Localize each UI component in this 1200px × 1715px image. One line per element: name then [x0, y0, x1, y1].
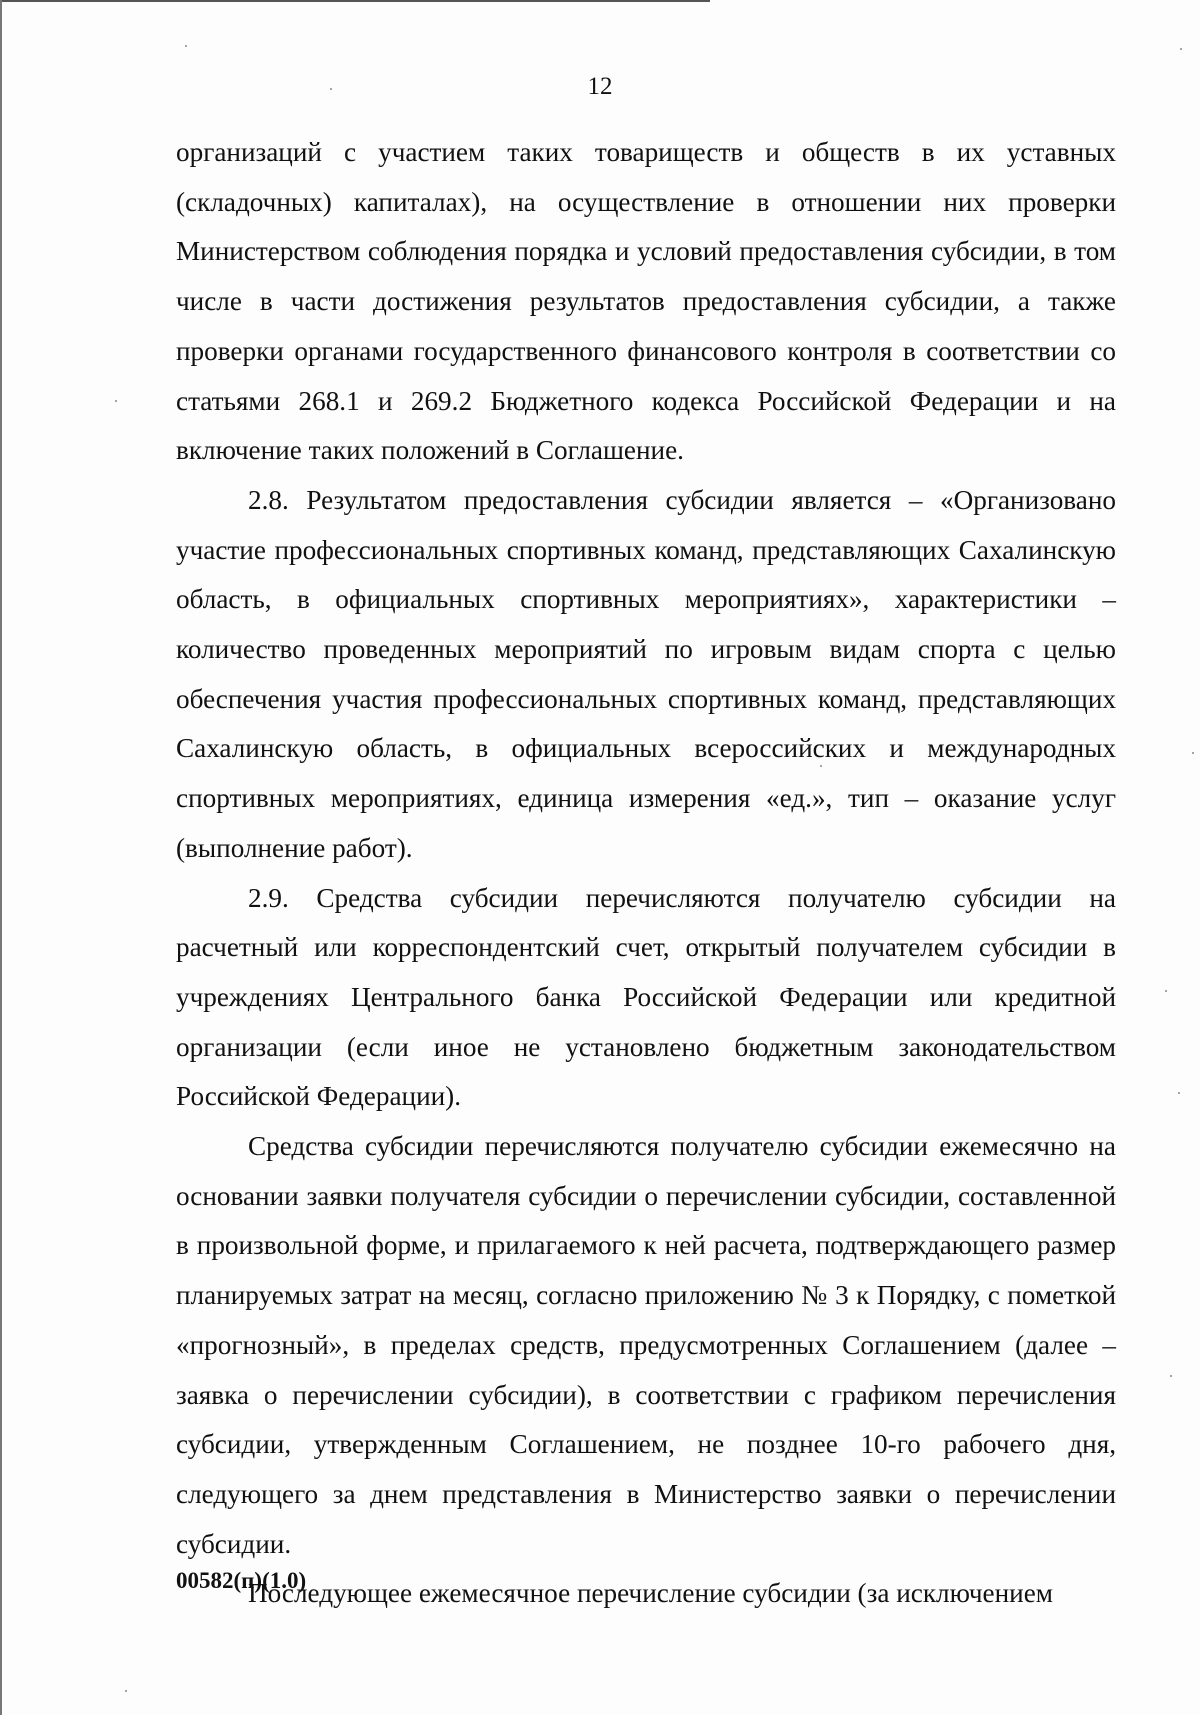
scan-edge-left [0, 0, 2, 1715]
page-number: 12 [587, 73, 613, 100]
paragraph-2-8: 2.8. Результатом предоставления субсидии является – «Организовано участие профессиональных спортивных команд, представляющих Сахалинскую область, в официальных спортивных мероприятиях», характеристики – количество проведенных мероприятий по игровым видам спорта с целью обеспечения участия профессиональных спортивных команд, представляющих Сахалинскую область, в официальных всероссийских и международных спортивных мероприятиях, единица измерения «ед.», тип – оказание услуг (выполнение работ). [176, 484, 1116, 863]
scan-speck [185, 45, 187, 47]
scan-speck [125, 1690, 127, 1692]
paragraph-subsequent-transfer: Последующее ежемесячное перечисление субсидии (за исключением [248, 1578, 1053, 1609]
document-body [176, 128, 1116, 1619]
scan-speck [1180, 48, 1182, 50]
scan-edge-top [0, 0, 710, 2]
paragraph-transfer-schedule: Средства субсидии перечисляются получателю субсидии ежемесячно на основании заявки получателя субсидии о перечислении субсидии, составленной в произвольной форме, и прилагаемого к ней расчета, подтверждающего размер планируемых затрат на месяц, согласно приложению № 3 к Порядку, с пометкой «прогнозный», в пределах средств, предусмотренных Соглашением (далее – заявка о перечислении субсидии), в соответствии с графиком перечисления субсидии, утвержденным Соглашением, не позднее 10-го рабочего дня, следующего за днем представления в Министерство заявки о перечислении субсидии. [176, 1131, 1116, 1559]
scan-speck [1178, 1092, 1180, 1094]
scan-speck [1165, 990, 1167, 992]
scan-speck [115, 400, 117, 402]
scan-speck [1192, 752, 1194, 754]
scan-speck [330, 88, 332, 90]
document-code: 00582(п)(1.0) [176, 1568, 307, 1593]
scan-speck [820, 765, 822, 767]
scan-speck [1170, 1375, 1172, 1377]
paragraph-continuation: организаций с участием таких товариществ и обществ в их уставных (складочных) капиталах), на осуществление в отношении них проверки Министерством соблюдения порядка и условий предоставления субсидии, в том числе в части достижения результатов предоставления субсидии, а также проверки органами государственного финансового контроля в соответствии со статьями 268.1 и 269.2 Бюджетного кодекса Российской Федерации и на включение таких положений в Соглашение. [176, 137, 1116, 466]
paragraph-2-9: 2.9. Средства субсидии перечисляются получателю субсидии на расчетный или корреспондентский счет, открытый получателем субсидии в учреждениях Центрального банка Российской Федерации или кредитной организации (если иное не установлено бюджетным законодательством Российской Федерации). [176, 882, 1116, 1112]
